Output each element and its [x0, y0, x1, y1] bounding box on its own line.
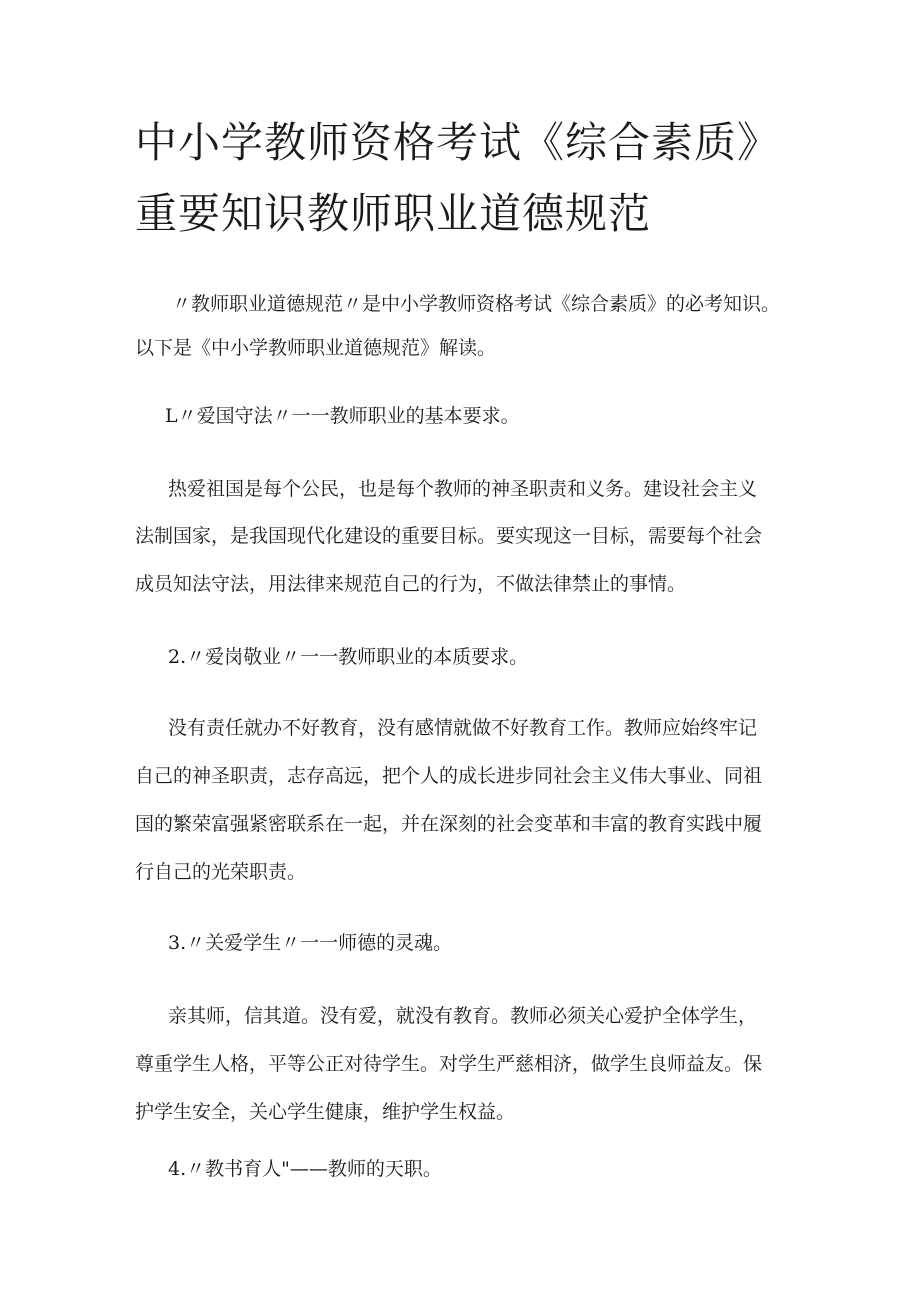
section-1-body-line-3: 成员知法守法，用法律来规范自己的行为，不做法律禁止的事情。: [135, 573, 687, 595]
document-title-line-2: 重要知识教师职业道德规范: [135, 189, 652, 238]
section-1-heading: L〃爱国守法〃一一教师职业的基本要求。: [165, 405, 520, 427]
section-2-body-line-3: 国的繁荣富强紧密联系在一起，并在深刻的社会变革和丰富的教育实践中履: [135, 813, 763, 835]
section-3-body-line-2: 尊重学生人格，平等公正对待学生。对学生严慈相济，做学生良师益友。保: [135, 1053, 763, 1075]
section-2-body-line-2: 自己的神圣职责，志存高远，把个人的成长进步同社会主义伟大事业、同祖: [135, 765, 763, 787]
section-4-heading: 4.〃教书育人"——教师的天职。: [168, 1158, 442, 1180]
document-title-line-1: 中小学教师资格考试《综合素质》: [135, 118, 781, 167]
section-2-body-line-1: 没有责任就办不好教育，没有感情就做不好教育工作。教师应始终牢记: [168, 717, 758, 739]
intro-line-1: 〃教师职业道德规范〃是中小学教师资格考试《综合素质》的必考知识。: [172, 293, 781, 315]
section-2-heading: 2.〃爱岗敬业〃一一教师职业的本质要求。: [168, 646, 529, 668]
section-3-body-line-3: 护学生安全，关心学生健康，维护学生权益。: [135, 1101, 516, 1123]
section-3-heading: 3.〃关爱学生〃一一师德的灵魂。: [168, 932, 453, 954]
section-1-body-line-1: 热爱祖国是每个公民，也是每个教师的神圣职责和义务。建设社会主义: [168, 478, 758, 500]
section-3-body-line-1: 亲其师，信其道。没有爱，就没有教育。教师必须关心爱护全体学生，: [168, 1005, 758, 1027]
section-1-body-line-2: 法制国家，是我国现代化建设的重要目标。要实现这一目标，需要每个社会: [135, 525, 763, 547]
intro-line-2: 以下是《中小学教师职业道德规范》解读。: [135, 337, 497, 359]
section-2-body-line-4: 行自己的光荣职责。: [135, 861, 307, 883]
